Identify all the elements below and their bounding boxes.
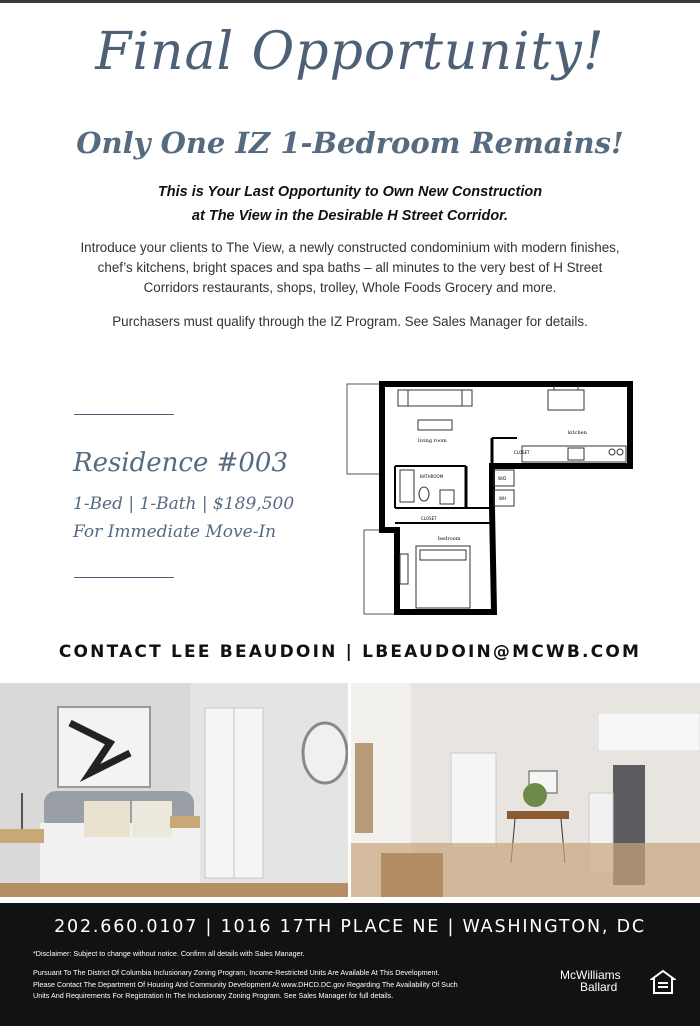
brand-line-2: Ballard [580,980,618,994]
footer [0,903,700,1026]
lead-line-1: This is Your Last Opportunity to Own New Construction [157,184,543,200]
label-closet-2: CLOSET [514,450,530,455]
description-line-3: Corridors restaurants, shops, trolley, Whole Foods Grocery and more. [143,280,557,295]
label-bathroom: BATHROOM [420,474,444,479]
label-washer-dryer: W/D [498,476,507,481]
bedroom-photo [0,683,348,897]
residence-availability: For Immediate Move-In [73,522,277,542]
lead-text [0,180,700,228]
floor-plan [342,378,637,618]
brand-line-1: McWilliams [560,968,621,982]
legal-notice [33,967,513,1002]
top-photo-strip [0,0,700,3]
qualification-note: Purchasers must qualify through the IZ Program. See Sales Manager for details. [112,314,588,329]
divider-top [74,414,174,415]
lead-line-2: at The View in the Desirable H Street Corridor. [191,208,509,224]
page-title: Final Opportunity! [95,22,605,82]
label-living-room: living room [418,438,447,444]
kitchen-dining-photo [351,683,700,897]
description-line-1: Introduce your clients to The View, a newly constructed condominium with modern finishes, [80,240,620,255]
description-paragraph [50,238,650,298]
legal-line-3: Units And Requirements For Registration In The Inclusionary Zoning Program. See Sales Manager for full details. [33,991,394,1000]
divider-bottom [74,577,174,578]
label-kitchen: kitchen [568,430,587,436]
legal-line-1: Pursuant To The District Of Columbia Inclusionary Zoning Program, Income-Restricted Units Are Available At This Development. [33,968,440,977]
label-bedroom: bedroom [438,536,461,542]
brand-logo [560,969,642,993]
label-closet: CLOSET [421,516,437,521]
label-wh: WH [499,496,506,501]
disclaimer: *Disclaimer: Subject to change without notice. Confirm all details with Sales Manager. [33,949,305,958]
legal-line-2: Please Contact The Department Of Housing And Community Development At www.DHCD.DC.gov Regarding The Availability Of Such [33,979,458,989]
footer-address: 202.660.0107 | 1016 17TH PLACE NE | WASHINGTON, DC [54,917,646,937]
description-line-2: chef’s kitchens, bright spaces and spa baths – all minutes to the very best of H Street [97,260,603,275]
equal-housing-opportunity-icon [650,969,676,995]
residence-title: Residence #003 [73,448,289,478]
page-subtitle: Only One IZ 1-Bedroom Remains! [76,126,624,160]
contact-line: CONTACT LEE BEAUDOIN | LBEAUDOIN@MCWB.COM [58,642,642,662]
residence-details: 1-Bed | 1-Bath | $189,500 [73,494,295,514]
